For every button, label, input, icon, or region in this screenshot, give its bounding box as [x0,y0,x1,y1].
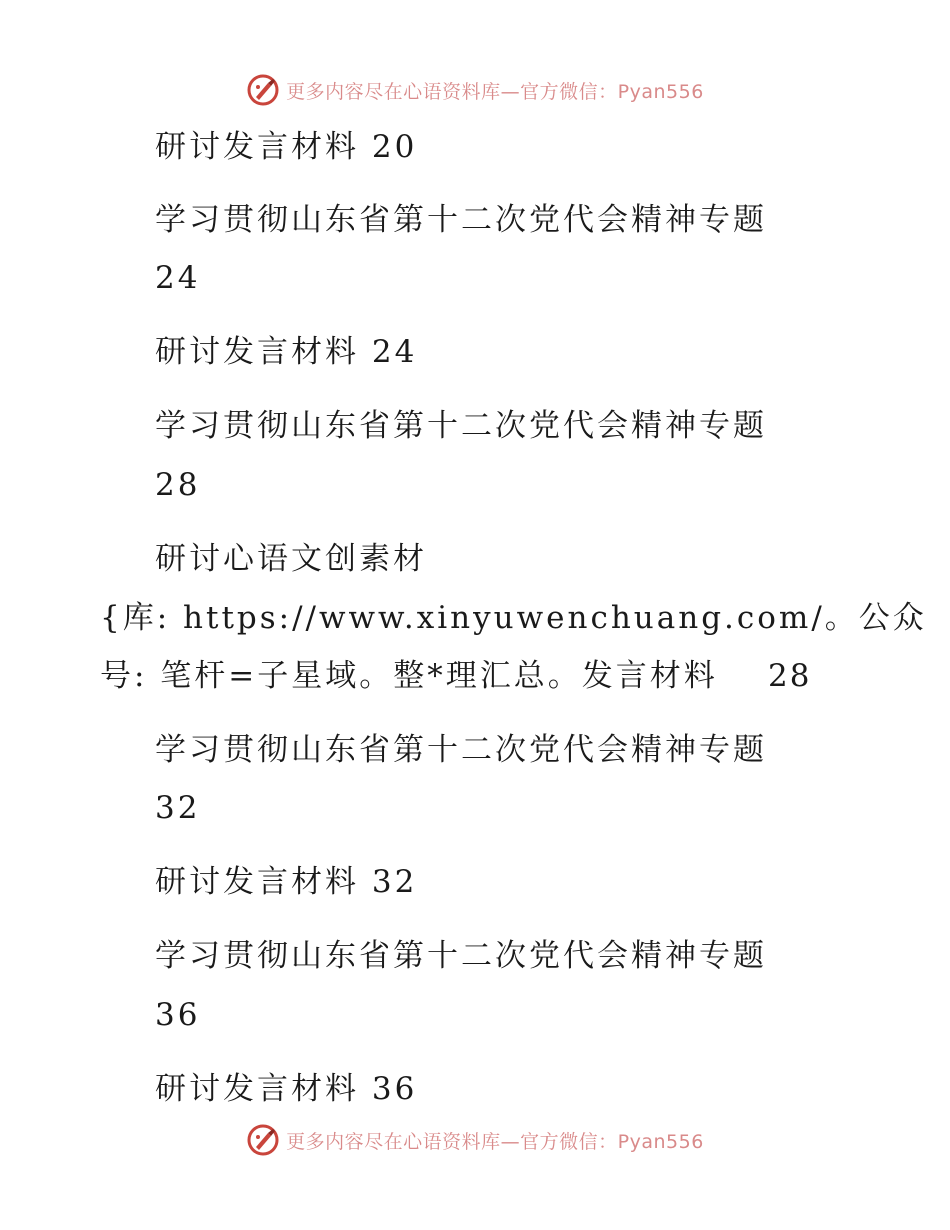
footer-watermark-banner [0,1120,950,1160]
toc-page-number: 36 [155,997,201,1033]
toc-line: 学习贯彻山东省第十二次党代会精神专题 [155,408,767,444]
toc-line: 研讨发言材料 20 [155,129,418,165]
toc-page-number: 28 [768,658,812,694]
toc-line: 号: 笔杆=子星域。整*理汇总。发言材料 [100,658,718,694]
footer-banner-text: 更多内容尽在心语资料库—官方微信：Pyan556 [286,1130,704,1153]
toc-line: 研讨心语文创素材 [155,541,427,577]
toc-page-number: 24 [155,260,201,296]
toc-line: 学习贯彻山东省第十二次党代会精神专题 [155,938,767,974]
footer-banner-inner [246,1123,704,1157]
toc-line: 学习贯彻山东省第十二次党代会精神专题 [155,202,767,238]
toc-page-number: 28 [155,467,201,503]
toc-line: {库: https://www.xinyuwenchuang.com/。公众 [100,600,927,636]
toc-page-number: 32 [155,790,201,826]
toc-line: 研讨发言材料 24 [155,334,418,370]
header-banner-text: 更多内容尽在心语资料库—官方微信：Pyan556 [286,80,704,103]
pen-logo-icon [246,1123,280,1157]
toc-line: 研讨发言材料 32 [155,864,418,900]
toc-line: 研讨发言材料 36 [155,1071,418,1107]
toc-line: 学习贯彻山东省第十二次党代会精神专题 [155,732,767,768]
